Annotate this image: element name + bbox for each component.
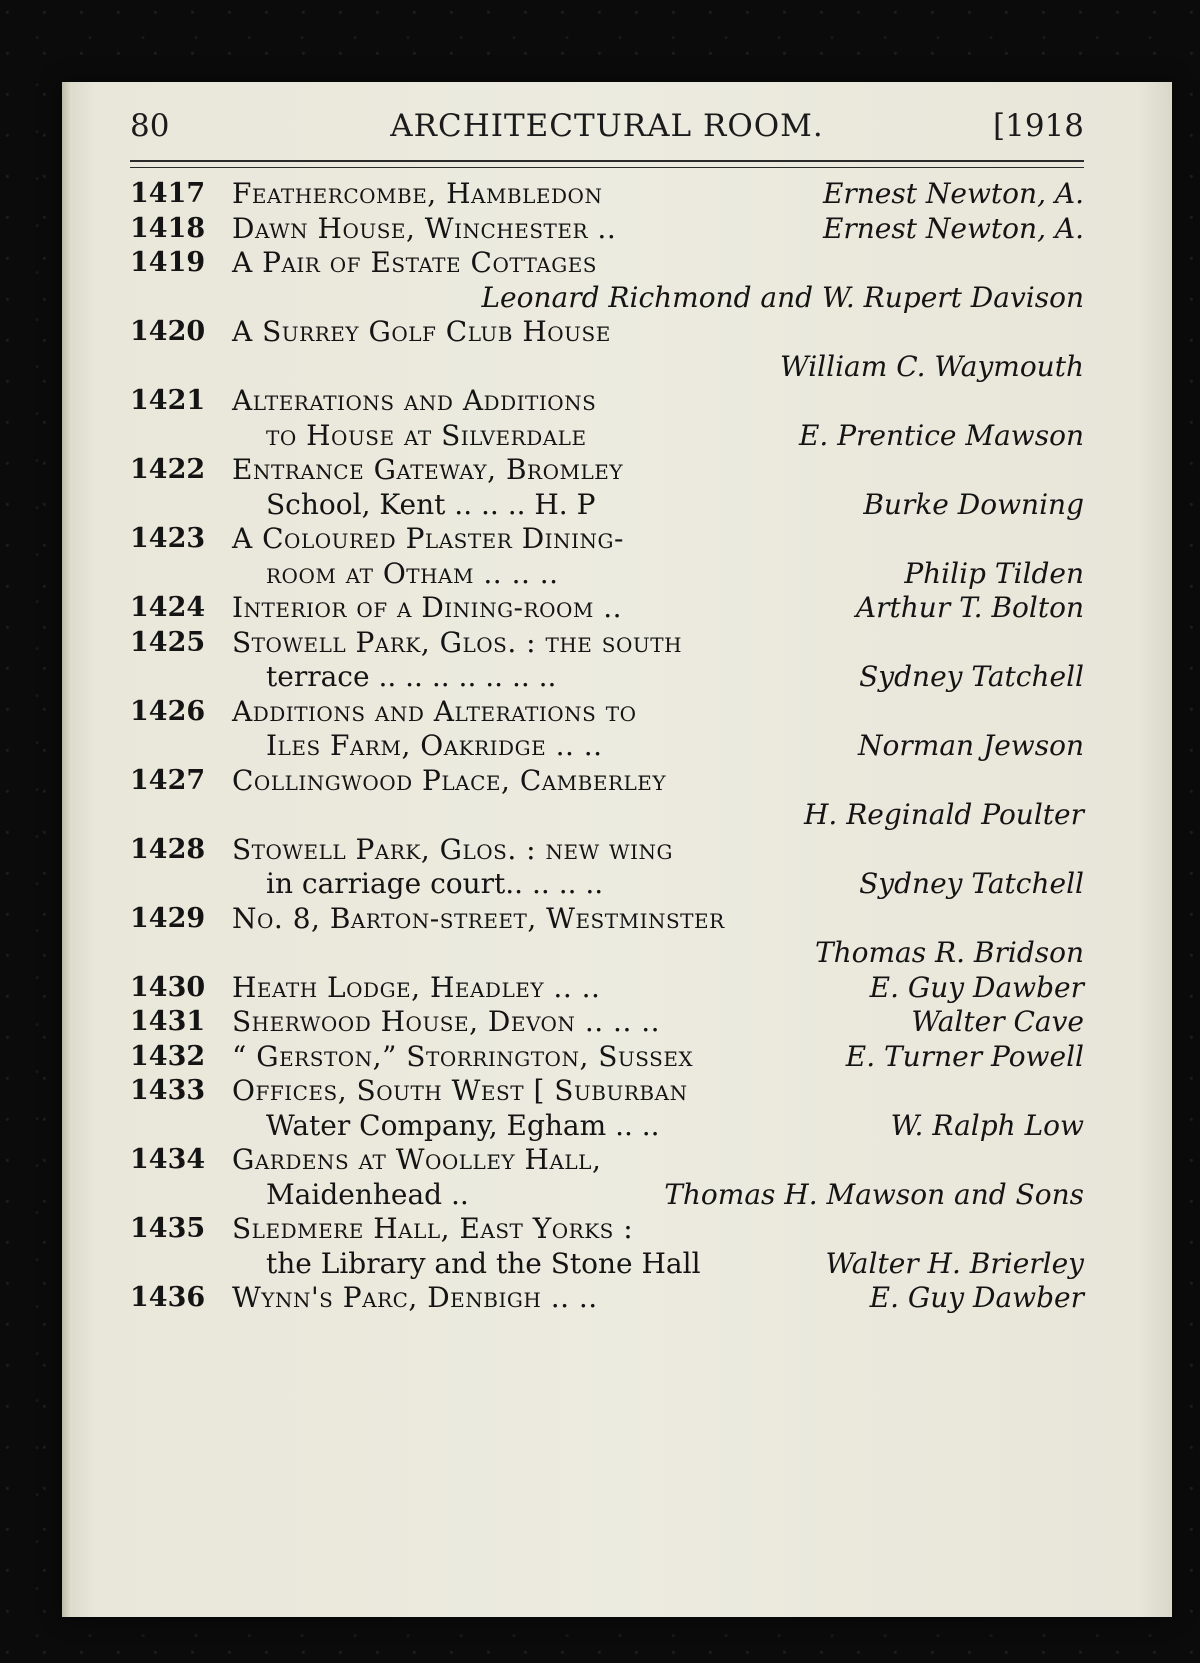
entry-title-continued: Iles Farm, Oakridge .. .. <box>266 729 603 762</box>
entry-architect: Norman Jewson <box>858 729 1084 762</box>
entry-number: 1430 <box>130 971 206 1003</box>
entry-title: No. 8, Barton-street, Westminster <box>232 901 725 935</box>
year-label: [1918 <box>993 108 1084 144</box>
catalogue-entry <box>130 1212 1084 1281</box>
entry-number: 1420 <box>130 316 206 347</box>
catalogue-entry <box>130 833 1084 902</box>
catalogue-entry <box>130 591 1084 626</box>
entry-architect: W. Ralph Low <box>890 1108 1084 1142</box>
entry-number: 1426 <box>130 695 206 727</box>
entry-architect: William C. Waymouth <box>779 349 1084 383</box>
entry-architect: E. Turner Powell <box>845 1039 1084 1073</box>
entry-number: 1428 <box>130 833 206 865</box>
entry-title: Interior of a Dining-room .. <box>232 591 623 624</box>
entry-title-continued: Water Company, Egham .. .. <box>266 1108 660 1142</box>
header-rule-thin <box>130 167 1084 168</box>
entry-architect: H. Reginald Poulter <box>803 798 1084 831</box>
catalogue-entry <box>130 902 1084 971</box>
entry-architect: Ernest Newton, A. <box>822 177 1084 210</box>
catalogue-entry <box>130 1074 1084 1143</box>
entry-architect: Ernest Newton, A. <box>822 211 1084 245</box>
entry-number: 1425 <box>130 626 206 658</box>
catalogue-entry <box>130 1281 1084 1316</box>
entry-number: 1421 <box>130 385 206 416</box>
entry-title: Wynn's Parc, Denbigh .. .. <box>232 1281 598 1314</box>
entry-number: 1423 <box>130 523 206 554</box>
entry-title-continued: the Library and the Stone Hall <box>266 1246 701 1280</box>
entry-title: “ Gerston,” Storrington, Sussex <box>232 1039 694 1073</box>
entry-title: Entrance Gateway, Bromley <box>232 453 624 486</box>
entry-number: 1433 <box>130 1075 206 1106</box>
entry-title-continued: to House at Silverdale <box>266 418 587 452</box>
entry-title: Gardens at Woolley Hall, <box>232 1143 602 1176</box>
entry-number: 1436 <box>130 1282 206 1313</box>
entry-title: Stowell Park, Glos. : new wing <box>232 832 673 866</box>
header-rule <box>130 160 1084 162</box>
catalogue-entry <box>130 1143 1084 1212</box>
entry-title-continued: Maidenhead .. <box>266 1177 469 1211</box>
entry-architect: Philip Tilden <box>904 556 1084 590</box>
catalogue-entries <box>130 177 1084 1316</box>
entry-title: Offices, South West [ Suburban <box>232 1074 688 1107</box>
catalogue-entry <box>130 626 1084 695</box>
entry-title: A Coloured Plaster Dining- <box>232 522 624 555</box>
page-title: ARCHITECTURAL ROOM. <box>390 108 824 144</box>
catalogue-entry <box>130 695 1084 764</box>
catalogue-entry <box>130 212 1084 247</box>
entry-title-continued: School, Kent .. .. .. H. P <box>266 487 596 521</box>
entry-title: Additions and Alterations to <box>232 694 637 728</box>
entry-number: 1422 <box>130 454 206 485</box>
entry-architect: Thomas H. Mawson and Sons <box>664 1177 1084 1211</box>
entry-architect: Thomas R. Bridson <box>814 936 1084 969</box>
entry-title: Collingwood Place, Camberley <box>232 763 667 797</box>
entry-number: 1424 <box>130 592 206 623</box>
entry-number: 1418 <box>130 212 206 244</box>
entry-number: 1431 <box>130 1006 206 1037</box>
entry-number: 1417 <box>130 178 206 209</box>
entry-title: Sledmere Hall, East Yorks : <box>232 1212 634 1245</box>
running-head <box>130 108 1084 158</box>
catalogue-entry <box>130 246 1084 315</box>
entry-title: Stowell Park, Glos. : the south <box>232 625 683 659</box>
entry-title: Alterations and Additions <box>232 384 597 417</box>
entry-title: A Pair of Estate Cottages <box>232 246 598 279</box>
entry-title-continued: room at Otham .. .. .. <box>266 556 559 590</box>
entry-architect: E. Prentice Mawson <box>798 418 1084 452</box>
entry-title-continued: terrace .. .. .. .. .. .. .. <box>266 660 557 693</box>
entry-title-continued: in carriage court.. .. .. .. <box>266 867 604 900</box>
entry-title: A Surrey Golf Club House <box>232 315 611 348</box>
entry-architect: Sydney Tatchell <box>859 867 1084 900</box>
entry-number: 1435 <box>130 1213 206 1244</box>
catalogue-entry <box>130 522 1084 591</box>
entry-architect: Burke Downing <box>863 487 1084 521</box>
entry-architect: E. Guy Dawber <box>869 970 1084 1004</box>
catalogue-entry <box>130 177 1084 212</box>
entry-number: 1429 <box>130 902 206 934</box>
entry-number: 1419 <box>130 247 206 278</box>
entry-architect: Sydney Tatchell <box>859 660 1084 693</box>
entry-title: Feathercombe, Hambledon <box>232 177 603 210</box>
catalogue-entry <box>130 453 1084 522</box>
catalogue-entry <box>130 971 1084 1006</box>
catalogue-entry <box>130 1005 1084 1040</box>
page-number: 80 <box>130 108 170 144</box>
entry-architect: Walter H. Brierley <box>825 1246 1084 1280</box>
entry-architect: Walter Cave <box>911 1005 1084 1038</box>
page-gutter-edge <box>62 82 72 1617</box>
catalogue-entry <box>130 384 1084 453</box>
catalogue-entry <box>130 1040 1084 1075</box>
catalogue-entry <box>130 764 1084 833</box>
entry-number: 1427 <box>130 764 206 796</box>
entry-number: 1434 <box>130 1144 206 1175</box>
entry-architect: Leonard Richmond and W. Rupert Davison <box>481 280 1084 314</box>
entry-architect: E. Guy Dawber <box>869 1281 1084 1314</box>
catalogue-entry <box>130 315 1084 384</box>
entry-title: Sherwood House, Devon .. .. .. <box>232 1005 661 1038</box>
entry-number: 1432 <box>130 1040 206 1072</box>
entry-title: Dawn House, Winchester .. <box>232 211 617 245</box>
entry-title: Heath Lodge, Headley .. .. <box>232 970 601 1004</box>
entry-architect: Arthur T. Bolton <box>855 591 1084 624</box>
